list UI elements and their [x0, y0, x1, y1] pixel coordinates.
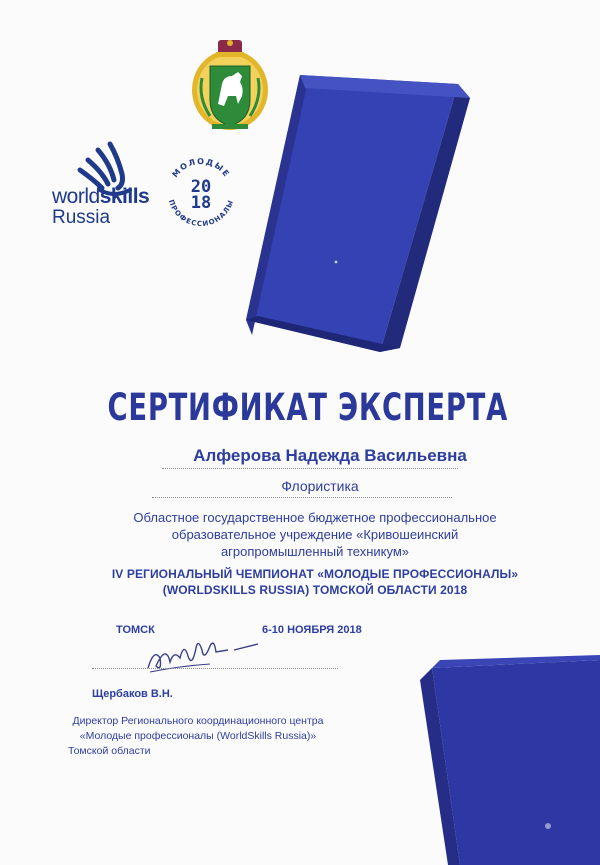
tomsk-coat-of-arms-icon: [188, 38, 272, 134]
championship-line: IV РЕГИОНАЛЬНЫЙ ЧЕМПИОНАТ «МОЛОДЫЕ ПРОФЕССИОНАЛЫ»: [111, 567, 519, 581]
championship-line: (WORLDSKILLS RUSSIA) ТОМСКОЙ ОБЛАСТИ 2018: [162, 583, 468, 597]
skill-name: Флористика: [281, 478, 359, 494]
worldskills-word-world: world: [52, 185, 100, 208]
name-underline: [162, 468, 458, 469]
signer-name: Щербаков В.Н.: [92, 688, 173, 700]
signature-line: [92, 668, 338, 669]
signer-position-line: Томской области: [68, 745, 151, 757]
worldskills-word-russia: Russia: [52, 207, 111, 228]
badge-top-text: МОЛОДЫЕ: [170, 156, 232, 180]
event-date: 6-10 НОЯБРЯ 2018: [262, 624, 362, 636]
city-label: ТОМСК: [116, 624, 155, 636]
signer-position-line: Директор Регионального координационного центра: [72, 715, 324, 727]
organization-line: образовательное учреждение «Кривошеинский: [171, 527, 459, 542]
certificate-title: СЕРТИФИКАТ ЭКСПЕРТА: [107, 386, 509, 429]
organization-block: [100, 509, 530, 560]
signer-position-line: «Молодые профессионалы (WorldSkills Russia)»: [79, 730, 317, 742]
badge-year-bottom: 18: [190, 193, 212, 213]
worldskills-wordmark: [52, 186, 149, 227]
badge-bottom-text: ПРОФЕССИОНАЛЫ: [166, 198, 236, 229]
recipient-name: Алферова Надежда Васильевна: [193, 446, 467, 465]
svg-text:МОЛОДЫЕ: [170, 157, 231, 179]
worldskills-word-skills: skills: [99, 185, 150, 208]
championship-block: [100, 566, 530, 598]
organization-line: агропромышленный техникум»: [220, 544, 410, 559]
young-professionals-2018-badge-icon: [158, 150, 244, 236]
signer-position-block: [68, 714, 328, 759]
badge-year-top: 20: [190, 177, 212, 197]
organization-line: Областное государственное бюджетное профессиональное: [133, 510, 497, 525]
skill-underline: [152, 497, 452, 498]
